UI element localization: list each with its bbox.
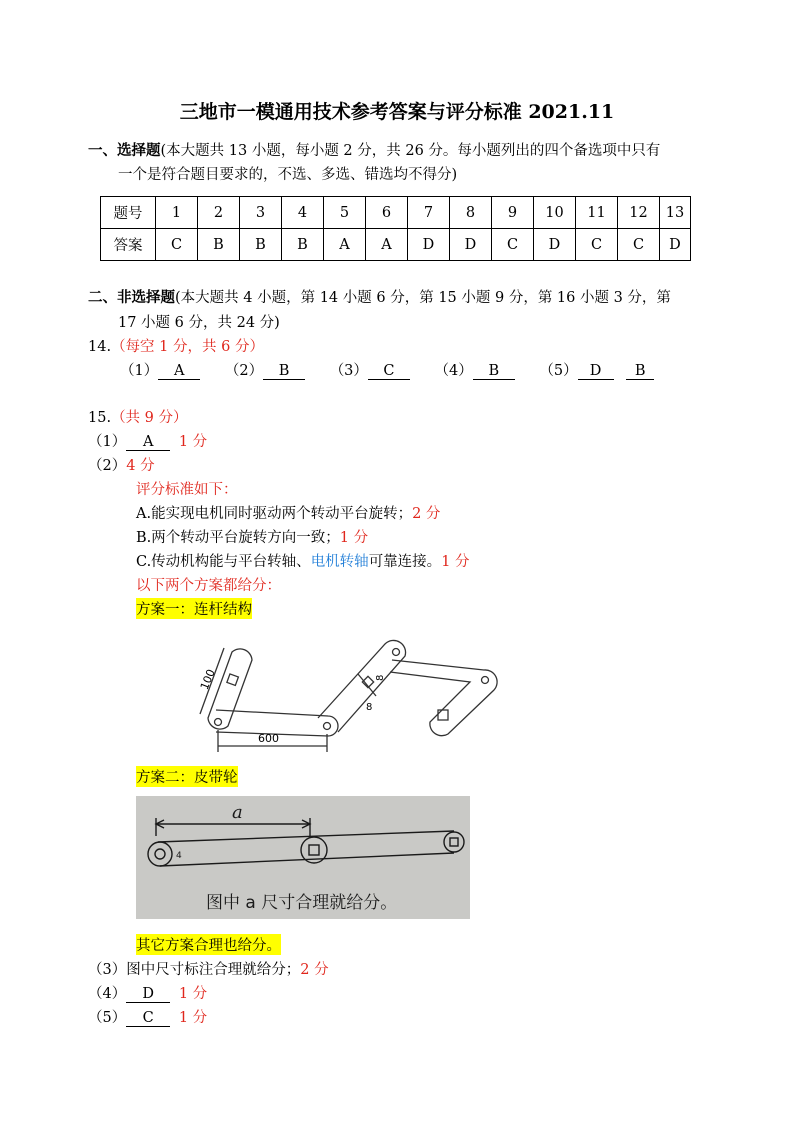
q15-heading: [88, 406, 188, 427]
criteria-a-text: A.能实现电机同时驱动两个转动平台旋转；: [136, 506, 413, 522]
plan2-label: 方案二：皮带轮: [136, 766, 238, 787]
section1-desc-line1: (本大题共 13 小题，每小题 2 分，共 26 分。每小题列出的四个备选项中只有: [160, 143, 661, 159]
left-pulley-hub: [155, 849, 165, 859]
table-cell: C: [156, 229, 198, 261]
section1-desc-line2: 一个是符合题目要求的，不选、多选、错选均不得分): [118, 167, 458, 183]
section1-line1: [88, 139, 660, 160]
q15-p1-label: （1）: [88, 434, 127, 450]
plan1-label: 方案一：连杆结构: [136, 598, 252, 619]
right-link-square: [438, 710, 448, 720]
criteria-b-text: B.两个转动平台旋转方向一致；: [136, 530, 340, 546]
q14-item-label: （4）: [434, 363, 473, 379]
table-cell: D: [450, 229, 492, 261]
q15-part1: [88, 430, 207, 451]
q14-item-label: （5）: [539, 363, 578, 379]
table-cell: 4: [282, 197, 324, 229]
diagonal-link: [318, 640, 406, 732]
left-link-square: [227, 674, 239, 686]
table-cell: B: [198, 229, 240, 261]
section2-desc-line1: (本大题共 4 小题，第 14 小题 6 分，第 15 小题 9 分，第 16 小题 3 分，第: [175, 290, 671, 306]
q14-answer-5a: D: [578, 363, 614, 380]
criteria-title: 评分标准如下：: [136, 482, 238, 498]
table-row-numbers: [101, 197, 691, 229]
table-cell: B: [282, 229, 324, 261]
belt-bottom: [160, 853, 454, 866]
right-pulley-hub: [450, 838, 458, 846]
right-pulley: [444, 832, 464, 852]
left-pulley: [148, 842, 172, 866]
table-cell: C: [492, 229, 534, 261]
q15-p3-text: 图中尺寸标注合理就给分；: [126, 962, 301, 978]
left-pivot: [215, 719, 222, 726]
criteria-c-score: 1 分: [441, 554, 470, 570]
section1-label: 一、选择题: [88, 142, 161, 159]
section2-line1: [88, 286, 671, 307]
q15-p2-score: 4 分: [126, 458, 155, 474]
table-cell: D: [408, 229, 450, 261]
q15-p2-label: （2）: [88, 458, 127, 474]
q14-item-label: （2）: [224, 363, 264, 379]
table-header-a: 答案: [101, 229, 156, 261]
table-cell: D: [660, 229, 691, 261]
q14-answers: [120, 359, 654, 380]
q14-answer-1: A: [158, 363, 200, 380]
table-header-q: 题号: [101, 197, 156, 229]
q14-score: （每空 1 分，共 6 分）: [111, 339, 264, 355]
table-cell: 1: [156, 197, 198, 229]
both-plans-ok: 以下两个方案都给分：: [136, 578, 281, 594]
table-cell: 6: [366, 197, 408, 229]
q15-score: （共 9 分）: [111, 410, 188, 426]
belt-sketch: [136, 796, 470, 919]
dim-label-600: 600: [258, 732, 279, 745]
q14-answer-4: B: [473, 363, 515, 380]
table-cell: 11: [576, 197, 618, 229]
dim-label-100: 100: [197, 667, 218, 692]
dim-label-a: a: [232, 802, 243, 823]
criteria-c-pre: C.传动机构能与平台转轴、: [136, 554, 311, 570]
right-pivot: [482, 677, 489, 684]
table-cell: 8: [450, 197, 492, 229]
criteria-c-blue: 电机转轴: [310, 554, 369, 570]
right-link: [390, 660, 497, 736]
q15-p5-label: （5）: [88, 1010, 127, 1026]
small-mark: 4: [176, 851, 182, 861]
q15-p5-answer: C: [126, 1010, 170, 1027]
q15-p1-answer: A: [126, 434, 170, 451]
answer-table: [100, 196, 691, 261]
table-cell: 5: [324, 197, 366, 229]
table-cell: B: [240, 229, 282, 261]
table-cell: D: [534, 229, 576, 261]
table-cell: C: [618, 229, 660, 261]
criteria-b: [136, 526, 368, 547]
q14-item-label: （3）: [329, 363, 368, 379]
table-cell: 2: [198, 197, 240, 229]
q14-heading: [88, 335, 264, 356]
q15-part5: [88, 1006, 207, 1027]
q14-answer-3: C: [368, 363, 410, 380]
other-plans-ok: 其它方案合理也给分。: [136, 934, 281, 955]
middle-pivot: [324, 723, 331, 730]
table-cell: A: [324, 229, 366, 261]
q15-p1-score: 1 分: [178, 434, 208, 450]
criteria-b-score: 1 分: [339, 530, 369, 546]
q15-part2: [88, 454, 155, 475]
q15-p4-score: 1 分: [178, 986, 208, 1002]
table-cell: 9: [492, 197, 534, 229]
criteria-a-score: 2 分: [412, 506, 441, 522]
table-cell: A: [366, 229, 408, 261]
q15-number: 15.: [88, 410, 112, 426]
section2-desc-line2: 17 小题 6 分，共 24 分): [118, 315, 280, 331]
linkage-drawing: [180, 630, 510, 760]
left-link: [208, 649, 252, 729]
criteria-c-post: 可靠连接。: [368, 554, 442, 570]
criteria-a: [136, 502, 440, 523]
q14-number: 14.: [88, 339, 112, 355]
handwritten-note: 图中 a 尺寸合理就给分。: [206, 893, 398, 913]
q15-p3-score: 2 分: [300, 962, 329, 978]
q15-p5-score: 1 分: [178, 1010, 208, 1026]
belt-photo: [136, 796, 470, 919]
dim-label-8b: 8: [366, 702, 373, 713]
table-row-answers: [101, 229, 691, 261]
table-cell: 13: [660, 197, 691, 229]
q15-part4: [88, 982, 207, 1003]
dim-label-8a: 8: [375, 674, 386, 681]
table-cell: 7: [408, 197, 450, 229]
middle-pulley-hub: [309, 845, 319, 855]
table-cell: 12: [618, 197, 660, 229]
q15-part3: [88, 958, 329, 979]
table-cell: C: [576, 229, 618, 261]
page-title: 三地市一模通用技术参考答案与评分标准 2021.11: [179, 101, 615, 123]
section2-label: 二、非选择题: [88, 289, 175, 306]
q15-p4-answer: D: [126, 986, 170, 1003]
q14-answer-2: B: [263, 363, 305, 380]
top-pivot: [393, 649, 400, 656]
table-cell: 10: [534, 197, 576, 229]
criteria-c: [136, 550, 470, 571]
table-cell: 3: [240, 197, 282, 229]
q14-answer-5b: B: [626, 363, 654, 380]
q14-item-label: （1）: [120, 363, 159, 379]
q15-p4-label: （4）: [88, 986, 127, 1002]
q15-p3-label: （3）: [88, 962, 127, 978]
